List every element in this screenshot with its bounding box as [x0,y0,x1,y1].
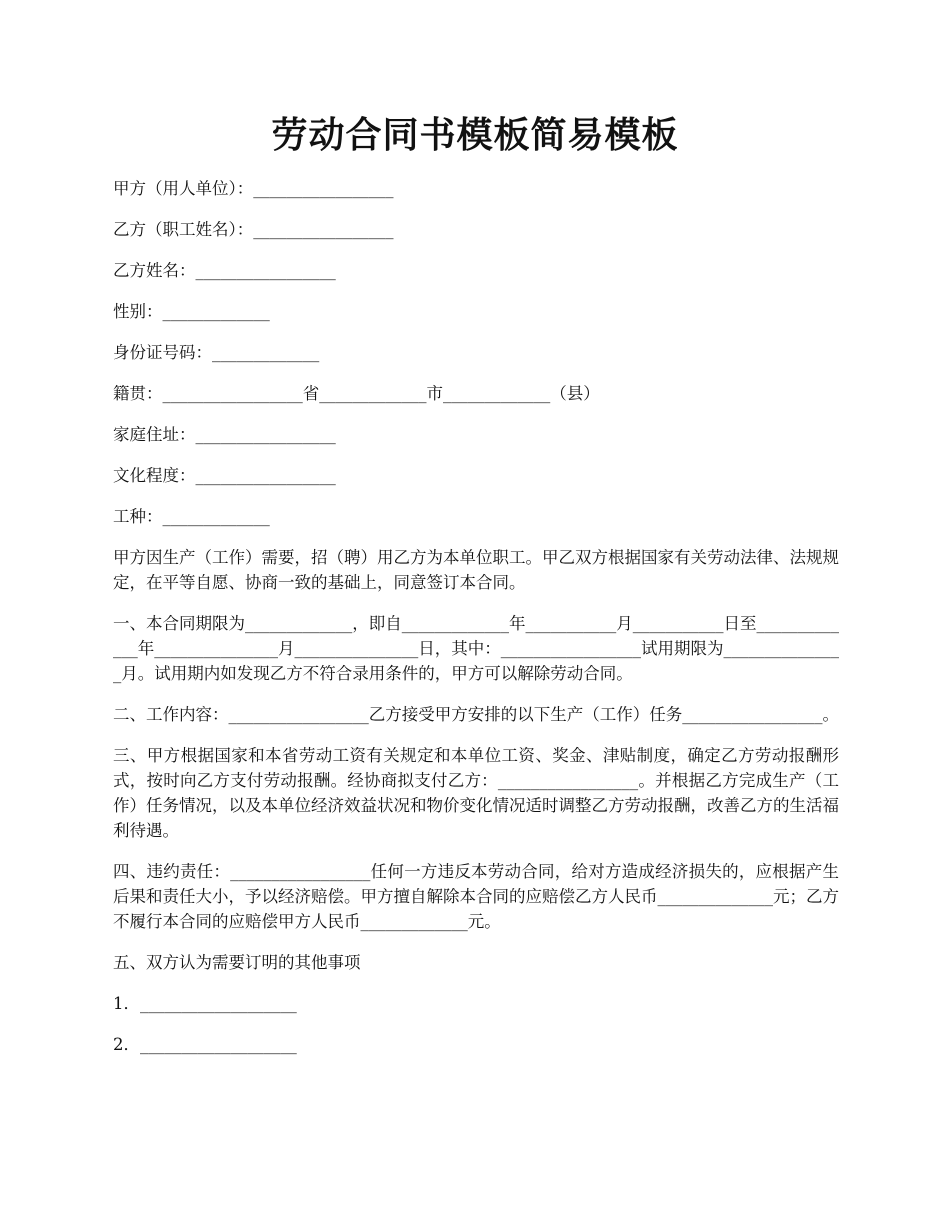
field-gender: 性别：_____________ [113,302,270,321]
field-employee-name: 乙方（职工姓名）：_________________ [113,220,394,239]
field-name: 乙方姓名：_________________ [113,261,336,280]
document-body [113,176,839,1073]
clause-term: 一、本合同期限为_____________，即自_____________年___________月___________日至_____________年_______________月_______________日，其中：_________________试用期限为_______________月。试用期内如发现乙方不符合录用条件的，甲方可以解除劳动合同。 [113,614,839,683]
clause-work-content: 二、工作内容：_________________乙方接受甲方安排的以下生产（工作）任务_________________。 [113,705,839,724]
field-job-type: 工种：_____________ [113,507,270,526]
field-education: 文化程度：_________________ [113,466,336,485]
clause-remuneration: 三、甲方根据国家和本省劳动工资有关规定和本单位工资、奖金、津贴制度，确定乙方劳动报酬形式，按时向乙方支付劳动报酬。经协商拟支付乙方：_________________。并根据乙方完成生产（工作）任务情况，以及本单位经济效益状况和物价变化情况适时调整乙方劳动报酬，改善乙方的生活福利待遇。 [113,746,839,840]
field-employer: 甲方（用人单位）：_________________ [113,179,394,198]
field-home-address: 家庭住址：_________________ [113,425,336,444]
intro-paragraph: 甲方因生产（工作）需要，招（聘）用乙方为本单位职工。甲乙双方根据国家有关劳动法律、法规规定，在平等自愿、协商一致的基础上，同意签订本合同。 [113,548,839,592]
field-id-number: 身份证号码：_____________ [113,343,320,362]
clause-liability: 四、违约责任：_________________任何一方违反本劳动合同，给对方造成经济损失的，应根据产生后果和责任大小，予以经济赔偿。甲方擅自解除本合同的应赔偿乙方人民币______________元；乙方不履行本合同的应赔偿甲方人民币_____________元。 [113,862,839,931]
clause-other-matters: 五、双方认为需要订明的其他事项 [113,953,361,972]
list-item-1: 1．___________________ [113,994,297,1013]
list-item-2: 2．___________________ [113,1035,297,1054]
field-native-place: 籍贯：_________________省_____________市_____________（县） [113,384,600,403]
document-title: 劳动合同书模板简易模板 [271,114,679,156]
